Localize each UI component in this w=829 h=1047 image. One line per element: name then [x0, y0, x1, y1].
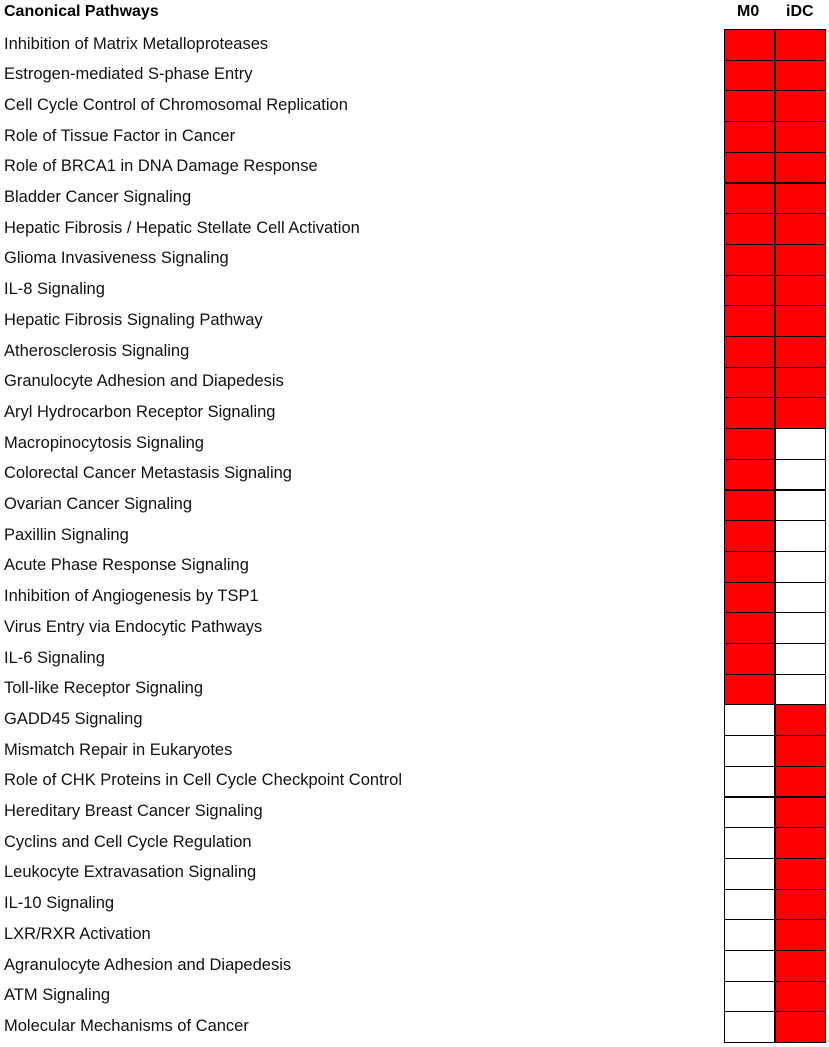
heatmap-cell-m0 [724, 950, 775, 982]
row-label: Glioma Invasiveness Signaling [4, 249, 229, 268]
heatmap-cell-m0 [724, 674, 775, 706]
row-label: Inhibition of Matrix Metalloproteases [4, 34, 269, 53]
heatmap-cell-m0 [724, 827, 775, 859]
heatmap-cell-m0 [724, 1011, 775, 1043]
heatmap-cell-idc [775, 582, 826, 614]
heatmap-cell-idc [775, 490, 826, 522]
heatmap-cell-m0 [724, 797, 775, 829]
row-label: IL-6 Signaling [4, 648, 105, 667]
row-label: Leukocyte Extravasation Signaling [4, 863, 257, 882]
heatmap-cell-idc [775, 858, 826, 890]
heatmap-cell-idc [775, 213, 826, 245]
heatmap-cell-idc [775, 1011, 826, 1043]
heatmap-cell-m0 [724, 305, 775, 337]
row-label: Cell Cycle Control of Chromosomal Replication [4, 95, 348, 114]
heatmap-cell-idc [775, 827, 826, 859]
heatmap-cell-m0 [724, 121, 775, 153]
heatmap-cell-idc [775, 674, 826, 706]
heatmap-cell-m0 [724, 397, 775, 429]
heatmap-cell-m0 [724, 29, 775, 61]
heatmap-cell-m0 [724, 981, 775, 1013]
row-label: Mismatch Repair in Eukaryotes [4, 740, 233, 759]
heatmap-cell-m0 [724, 766, 775, 798]
heatmap-cell-idc [775, 29, 826, 61]
heatmap-cell-m0 [724, 858, 775, 890]
heatmap-cell-idc [775, 90, 826, 122]
heatmap-cell-m0 [724, 889, 775, 921]
row-label: Atherosclerosis Signaling [4, 341, 190, 360]
heatmap-cell-idc [775, 919, 826, 951]
heatmap-cell-m0 [724, 735, 775, 767]
heatmap-cell-idc [775, 397, 826, 429]
heatmap-cell-idc [775, 797, 826, 829]
heatmap-cell-idc [775, 367, 826, 399]
row-label: Cyclins and Cell Cycle Regulation [4, 832, 252, 851]
heatmap-cell-idc [775, 643, 826, 675]
row-label: Paxillin Signaling [4, 525, 129, 544]
heatmap-cell-idc [775, 766, 826, 798]
heatmap-cell-idc [775, 244, 826, 276]
row-label: Role of BRCA1 in DNA Damage Response [4, 157, 318, 176]
heatmap-cell-idc [775, 551, 826, 583]
row-label: Ovarian Cancer Signaling [4, 495, 193, 513]
row-label: Role of Tissue Factor in Cancer [4, 126, 236, 145]
heatmap-cell-m0 [724, 367, 775, 399]
heatmap-cell-m0 [724, 582, 775, 614]
heatmap-cell-idc [775, 183, 826, 215]
chart-title: Canonical Pathways [4, 3, 159, 20]
heatmap-cell-idc [775, 735, 826, 767]
row-label: Acute Phase Response Signaling [4, 556, 249, 575]
row-label: Hepatic Fibrosis / Hepatic Stellate Cell Activation [4, 218, 360, 237]
column-header-m0: M0 [737, 3, 760, 20]
heatmap-cell-m0 [724, 213, 775, 245]
heatmap-cell-idc [775, 152, 826, 184]
heatmap-cell-idc [775, 459, 826, 491]
row-label: Inhibition of Angiogenesis by TSP1 [4, 587, 259, 606]
row-label: Aryl Hydrocarbon Receptor Signaling [4, 402, 276, 421]
heatmap-cell-m0 [724, 919, 775, 951]
heatmap-cell-m0 [724, 90, 775, 122]
heatmap-cell-m0 [724, 244, 775, 276]
heatmap-cell-idc [775, 520, 826, 552]
heatmap-cell-idc [775, 704, 826, 736]
heatmap-cell-m0 [724, 336, 775, 368]
heatmap-cell-m0 [724, 551, 775, 583]
heatmap-cell-m0 [724, 520, 775, 552]
heatmap-cell-m0 [724, 612, 775, 644]
column-header-idc: iDC [786, 3, 814, 20]
row-label: Virus Entry via Endocytic Pathways [4, 617, 263, 636]
heatmap-cell-idc [775, 275, 826, 307]
row-label: ATM Signaling [4, 986, 111, 1005]
row-label: Estrogen-mediated S-phase Entry [4, 65, 253, 84]
row-label: Granulocyte Adhesion and Diapedesis [4, 372, 284, 391]
row-label: Agranulocyte Adhesion and Diapedesis [4, 955, 292, 974]
heatmap-cell-m0 [724, 275, 775, 307]
row-label: Role of CHK Proteins in Cell Cycle Checkpoint Control [4, 771, 402, 790]
heatmap-cell-idc [775, 305, 826, 337]
row-label: Molecular Mechanisms of Cancer [4, 1016, 249, 1035]
heatmap-cell-idc [775, 428, 826, 460]
heatmap-cell-m0 [724, 459, 775, 491]
heatmap-cell-idc [775, 60, 826, 92]
row-label: Hepatic Fibrosis Signaling Pathway [4, 310, 263, 329]
heatmap-cell-idc [775, 981, 826, 1013]
row-label: Hereditary Breast Cancer Signaling [4, 802, 263, 820]
heatmap-cell-m0 [724, 428, 775, 460]
heatmap-cell-m0 [724, 643, 775, 675]
row-label: Toll-like Receptor Signaling [4, 679, 204, 698]
heatmap-cell-m0 [724, 152, 775, 184]
row-label: LXR/RXR Activation [4, 924, 151, 943]
heatmap-cell-idc [775, 950, 826, 982]
heatmap-cell-idc [775, 336, 826, 368]
row-label: Macropinocytosis Signaling [4, 433, 204, 452]
row-label: IL-10 Signaling [4, 894, 115, 913]
row-label: Colorectal Cancer Metastasis Signaling [4, 464, 292, 483]
heatmap-cell-m0 [724, 60, 775, 92]
heatmap-cell-m0 [724, 704, 775, 736]
heatmap-cell-idc [775, 612, 826, 644]
heatmap-cell-idc [775, 121, 826, 153]
heatmap-cell-idc [775, 889, 826, 921]
heatmap-cell-m0 [724, 490, 775, 522]
heatmap-cell-m0 [724, 183, 775, 215]
row-label: IL-8 Signaling [4, 280, 105, 299]
row-label: Bladder Cancer Signaling [4, 188, 192, 206]
row-label: GADD45 Signaling [4, 709, 143, 728]
